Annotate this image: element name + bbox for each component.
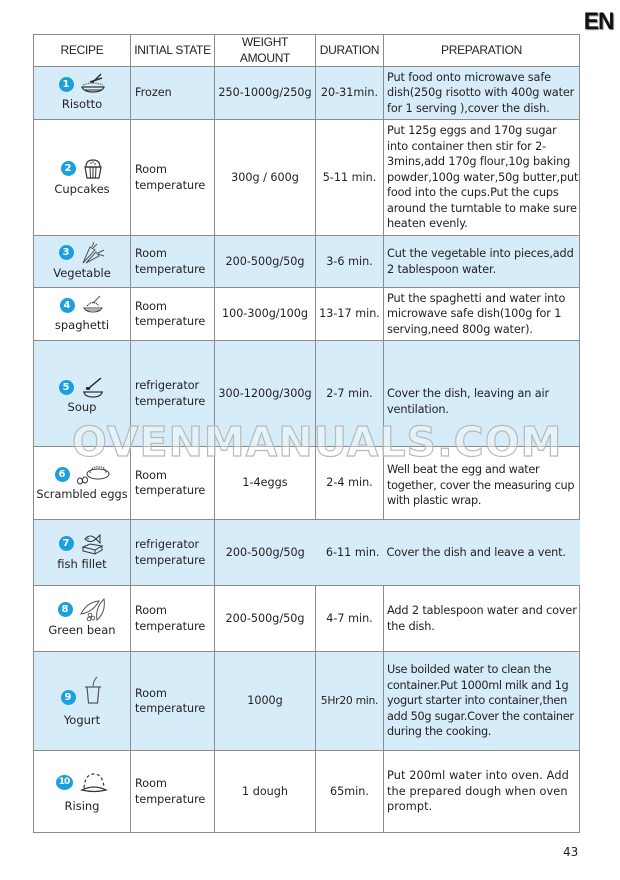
initial-state-cell: Room temperature xyxy=(131,288,215,341)
recipe-cell xyxy=(34,341,131,447)
page-number: 43 xyxy=(563,845,579,859)
preparation-cell: Put 125g eggs and 170g sugar into container then stir for 2-3mins,add 170g flour,10g baking powder,100g water,50g butter,put food into the cups.Put the cups around the turntable to make sure heaten evenly. xyxy=(384,120,580,236)
preparation-cell: Cover the dish, leaving an air ventilation. xyxy=(384,341,580,447)
recipe-name: Vegetable xyxy=(53,265,111,280)
recipe-number-badge: 5 xyxy=(59,380,74,395)
header-recipe: RECIPE xyxy=(34,35,131,67)
preparation-cell: Use boilded water to clean the container.Put 1000ml milk and 1g yogurt starter into container,then add 50g sugar.Cover the container during the cooking. xyxy=(384,652,580,751)
weight-cell: 200-500g/50g xyxy=(215,236,316,288)
scrambled-eggs-icon xyxy=(76,463,110,485)
duration-cell: 6-11 min. xyxy=(316,520,384,586)
table-row xyxy=(34,288,580,341)
duration-cell: 4-7 min. xyxy=(316,586,384,652)
initial-state-cell: refrigerator temperature xyxy=(131,341,215,447)
recipe-cell xyxy=(34,751,131,833)
recipe-number-badge: 6 xyxy=(55,467,70,482)
table-row xyxy=(34,652,580,751)
recipe-cell xyxy=(34,288,131,341)
table-row xyxy=(34,520,580,586)
soup-icon xyxy=(80,376,106,398)
table-row xyxy=(34,751,580,833)
table-row xyxy=(34,67,580,120)
recipe-name: Rising xyxy=(64,798,100,813)
recipe-name: Yogurt xyxy=(63,713,101,728)
recipe-name: Risotto xyxy=(61,97,103,112)
initial-state-cell: Room temperature xyxy=(131,751,215,833)
preparation-cell: Add 2 tablespoon water and cover the dish. xyxy=(384,586,580,652)
recipe-name: Cupcakes xyxy=(54,181,110,196)
recipe-number-badge: 7 xyxy=(59,536,74,551)
yogurt-cup-icon xyxy=(82,673,104,707)
recipe-number-badge: 1 xyxy=(59,77,74,92)
weight-cell: 250-1000g/250g xyxy=(215,67,316,120)
table-header-row xyxy=(34,35,580,67)
recipe-number-badge: 3 xyxy=(59,245,74,260)
weight-cell: 1000g xyxy=(215,652,316,751)
recipe-cell xyxy=(34,520,131,586)
recipe-name: Soup xyxy=(67,400,97,414)
duration-cell: 20-31min. xyxy=(316,67,384,120)
spaghetti-icon xyxy=(81,295,105,315)
carrot-icon xyxy=(80,241,106,265)
recipe-cell xyxy=(34,652,131,751)
recipe-number-badge: 4 xyxy=(60,298,75,313)
recipe-number-badge: 10 xyxy=(56,775,73,790)
recipe-name: spaghetti xyxy=(54,318,110,333)
recipe-cell xyxy=(34,120,131,236)
recipe-cell xyxy=(34,586,131,652)
header-preparation: PREPARATION xyxy=(384,35,580,67)
weight-cell: 200-500g/50g xyxy=(215,586,316,652)
risotto-icon xyxy=(80,73,106,95)
recipe-cell xyxy=(34,236,131,288)
header-duration: DURATION xyxy=(316,35,384,67)
preparation-cell: Put 200ml water into oven. Add the prepared dough when oven prompt. xyxy=(384,751,580,833)
fish-icon xyxy=(80,532,106,556)
recipe-cell xyxy=(34,67,131,120)
duration-cell: 5Hr20 min. xyxy=(316,652,384,751)
table-row xyxy=(34,586,580,652)
recipe-cell xyxy=(34,447,131,520)
language-tab: EN xyxy=(583,8,614,35)
recipe-name: fish fillet xyxy=(57,556,107,571)
preparation-cell: Cut the vegetable into pieces,add 2 tablespoon water. xyxy=(384,236,580,288)
preparation-cell: Well beat the egg and water together, cover the measuring cup with plastic wrap. xyxy=(384,447,580,520)
dough-rising-icon xyxy=(79,771,109,795)
duration-cell: 65min. xyxy=(316,751,384,833)
weight-cell: 300-1200g/300g xyxy=(215,341,316,447)
weight-cell: 300g / 600g xyxy=(215,120,316,236)
initial-state-cell: Room temperature xyxy=(131,236,215,288)
cupcake-icon xyxy=(82,158,104,180)
header-initial-state: INITIAL STATE xyxy=(131,35,215,67)
table-row xyxy=(34,447,580,520)
preparation-cell: Put food onto microwave safe dish(250g risotto with 400g water for 1 serving ),cover the dish. xyxy=(384,67,580,120)
duration-cell: 5-11 min. xyxy=(316,120,384,236)
duration-cell: 13-17 min. xyxy=(316,288,384,341)
duration-cell: 3-6 min. xyxy=(316,236,384,288)
weight-cell: 100-300g/100g xyxy=(215,288,316,341)
initial-state-cell: Room temperature xyxy=(131,120,215,236)
weight-cell: 1-4eggs xyxy=(215,447,316,520)
initial-state-cell: Room temperature xyxy=(131,586,215,652)
initial-state-cell: Room temperature xyxy=(131,652,215,751)
recipe-number-badge: 2 xyxy=(61,161,76,176)
duration-cell: 2-7 min. xyxy=(316,341,384,447)
initial-state-cell: refrigerator temperature xyxy=(131,520,215,586)
preparation-cell: Cover the dish and leave a vent. xyxy=(384,520,580,586)
weight-cell: 200-500g/50g xyxy=(215,520,316,586)
initial-state-cell: Frozen xyxy=(131,67,215,120)
header-weight-amount: WEIGHT AMOUNT xyxy=(215,35,316,67)
recipe-name: Scrambled eggs xyxy=(36,488,128,502)
initial-state-cell: Room temperature xyxy=(131,447,215,520)
watermark: OVENMANUALS.COM xyxy=(72,418,563,466)
table-row xyxy=(34,236,580,288)
preparation-cell: Put the spaghetti and water into microwave safe dish(100g for 1 serving,need 800g water). xyxy=(384,288,580,341)
recipe-number-badge: 8 xyxy=(58,602,73,617)
duration-cell: 2-4 min. xyxy=(316,447,384,520)
cooking-table xyxy=(33,34,580,833)
table-row xyxy=(34,120,580,236)
green-bean-icon xyxy=(79,598,107,622)
recipe-name: Green bean xyxy=(48,622,116,637)
recipe-number-badge: 9 xyxy=(61,690,76,705)
table-row xyxy=(34,341,580,447)
weight-cell: 1 dough xyxy=(215,751,316,833)
